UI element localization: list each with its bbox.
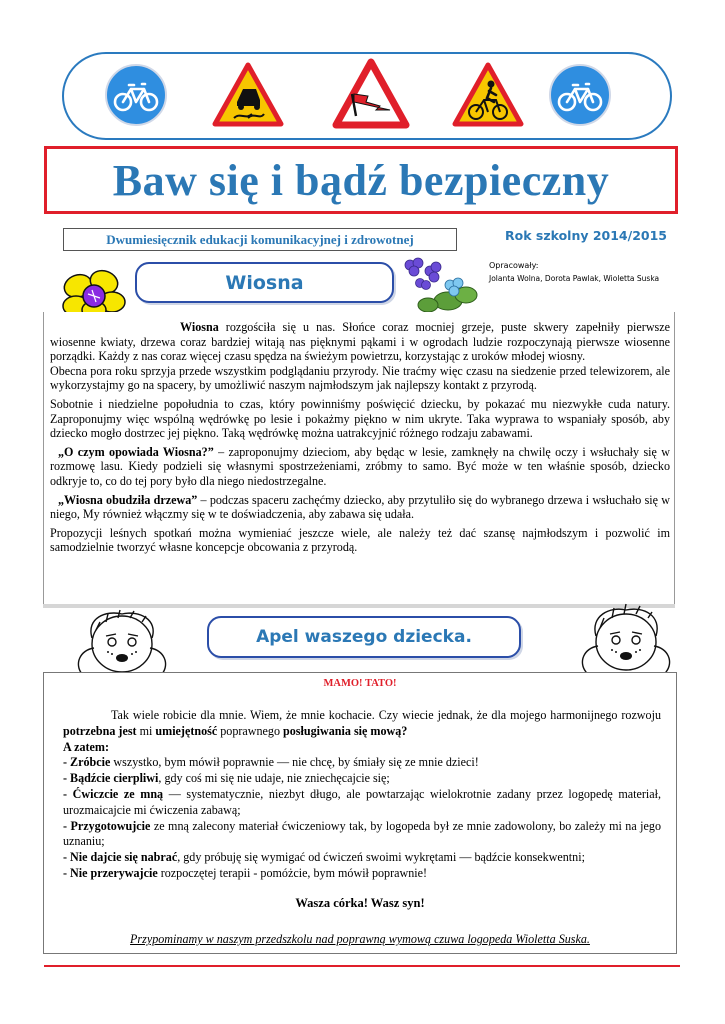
appeal-text bbox=[63, 708, 661, 882]
appeal-signoff: Wasza córka! Wasz syn! bbox=[295, 896, 425, 910]
appeal-item-lead: - Nie przerywajcie bbox=[63, 865, 158, 880]
spring-paragraph-5 bbox=[50, 493, 670, 522]
appeal-heading: Apel waszego dziecka. bbox=[256, 627, 472, 647]
appeal-item-text: ze mną zalecony materiał ćwiczeniowy tak, by logopeda był ze mnie zadowolony, bo zależy mi na jego uznaniu; bbox=[63, 818, 661, 849]
page-title: Baw się i bądź bezpieczny bbox=[112, 155, 610, 205]
appeal-item-text: , gdy próbuję się wymigać od ćwiczeń swoimi wykrętami — bądźcie konsekwentni; bbox=[177, 850, 585, 865]
spring-article bbox=[43, 312, 675, 608]
appeal-item-lead: - Bądźcie cierpliwi bbox=[63, 771, 159, 786]
spring-paragraph-3: Sobotnie i niedzielne popołudnia to czas, który powinniśmy poświęcić dziecku, by pokazać mu niezwykłe cuda natury. Zaproponujmy więc wspólną wędrówkę po lesie i pokażmy piękno w nim ukryte. Taka wyprawa to wspaniały sposób, aby dziecko mogło dostrzec jej piękno. Taką wędrówkę można uatrakcyjnić różnego rodzaju zabawami. bbox=[50, 396, 670, 441]
subtitle: Dwumiesięcznik edukacji komunikacyjnej i zdrowotnej bbox=[106, 231, 414, 247]
appeal-azatem-text: A zatem: bbox=[63, 739, 110, 754]
spring-paragraph-1 bbox=[50, 320, 670, 364]
appeal-note: Przypominamy w naszym przedszkolu nad poprawną wymową czuwa logopeda Wioletta Suska. bbox=[130, 932, 590, 946]
appeal-item bbox=[63, 755, 661, 771]
appeal-item bbox=[63, 866, 661, 882]
spring-p1-text: rozgościła się u nas. Słońce coraz mocniej grzeje, puste skwery zapełniły pierwsze wiosenne kwiaty, drzewa coraz bardziej witają nas pięknymi pąkami i w ogrodach ludzie rozpoczynają pierwsze wiosenne porządki. Każdy z nas coraz więcej czasu spędza na świeżym powietrzu, korzystając z uroków młodej wiosny. bbox=[50, 320, 670, 364]
appeal-item-lead: - Przygotowujcie bbox=[63, 818, 151, 833]
spring-p5-lead: „Wiosna obudziła drzewa” bbox=[58, 492, 198, 507]
appeal-item-lead: - Zróbcie bbox=[63, 755, 111, 770]
appeal-heading-pill bbox=[207, 616, 521, 658]
authors-names: Jolanta Wolna, Dorota Pawlak, Wioletta Suska bbox=[489, 274, 660, 283]
appeal-intro-bold-3: posługiwania się mową? bbox=[283, 723, 408, 738]
spring-paragraph-2: Obecna pora roku sprzyja przede wszystkim podglądaniu przyrody. Nie traćmy więc czasu na siedzenie przed telewizorem, ale wykorzystajmy go na spacery, by umożliwić naszym najmłodszym jak najlepszy kontakt z przyrodą. bbox=[50, 363, 670, 393]
appeal-item-text: wszystko, bym mówił poprawnie — nie chcę, by śmiały się ze mnie dzieci! bbox=[110, 755, 479, 770]
appeal-intro-bold-2: umiejętność bbox=[155, 723, 218, 738]
appeal-item bbox=[63, 787, 661, 819]
road-sign-banner bbox=[62, 52, 672, 140]
spring-paragraph-6: Propozycji leśnych spotkań można wymieniać jeszcze wiele, ale należy też dać szansę najmłodszym i pozwolić im samodzielnie tworzyć własne koncepcje obcowania z przyrodą. bbox=[50, 525, 670, 555]
appeal-item bbox=[63, 850, 661, 866]
spring-p4-text: – zaproponujmy dzieciom, aby będąc w lesie, zamknęły na chwilę oczy i wsłuchały się w rozmowę lasu. Kiedy podzieli się własnymi spostrzeżeniami, zróbmy to samo. Być może w ten właśnie sposób, dziecko odkryje to, co do tej pory było dla niego niedostrzegalne. bbox=[50, 444, 670, 488]
appeal-item-text: rozpoczętej terapii - pomóżcie, bym mówił poprawnie! bbox=[157, 865, 428, 880]
subtitle-box bbox=[63, 228, 457, 251]
school-year: Rok szkolny 2014/2015 bbox=[505, 228, 667, 243]
appeal-item-text: , gdy coś mi się nie udaje, nie zniechęcajcie się; bbox=[158, 771, 390, 786]
title-box bbox=[44, 146, 678, 214]
appeal-item-text: — systematycznie, niezbyt długo, ale powtarzając wielokrotnie zadany przez logopedę materiał, urozmaicajcie mi ćwiczenia zabawą; bbox=[63, 786, 662, 817]
spring-heading: Wiosna bbox=[225, 271, 304, 294]
authors-label: Opracowały: bbox=[489, 261, 539, 270]
appeal-intro-part-3: poprawnego bbox=[217, 723, 284, 738]
violets-icon bbox=[398, 255, 480, 315]
slippery-road-sign-icon bbox=[212, 62, 284, 128]
appeal-intro-part-2: mi bbox=[136, 723, 156, 738]
spring-p5-text: – podczas spaceru zachęćmy dziecko, aby przytuliło się do wybranego drzewa i wsłuchało się w niego, My również włączmy się w te doświadczenia, aby zabawa się udała. bbox=[50, 492, 671, 522]
spring-paragraph-4 bbox=[50, 445, 670, 489]
appeal-item-lead: - Nie dajcie się nabrać bbox=[63, 850, 178, 865]
spring-heading-pill bbox=[135, 262, 394, 303]
crosswind-sign-icon bbox=[332, 58, 410, 130]
bottom-rule bbox=[44, 965, 680, 967]
appeal-item bbox=[63, 819, 661, 851]
appeal-item-lead: - Ćwiczcie ze mną bbox=[63, 786, 164, 801]
appeal-azatem bbox=[63, 740, 661, 756]
appeal-item bbox=[63, 771, 661, 787]
appeal-intro bbox=[63, 708, 661, 740]
spring-article-text bbox=[50, 320, 670, 555]
spring-p4-lead: „O czym opowiada Wiosna?” bbox=[58, 444, 214, 459]
spring-p1-lead: Wiosna bbox=[180, 320, 219, 334]
bicycle-sign-icon bbox=[104, 63, 168, 127]
appeal-intro-bold-1: potrzebna jest bbox=[63, 723, 137, 738]
appeal-intro-part-1: Tak wiele robicie dla mnie. Wiem, że mnie kochacie. Czy wiecie jednak, że dla mojego harmonijnego rozwoju bbox=[111, 708, 661, 722]
cyclist-warning-sign-icon bbox=[452, 62, 524, 128]
bicycle-sign-icon bbox=[548, 63, 612, 127]
appeal-salutation: MAMO! TATO! bbox=[323, 678, 397, 689]
